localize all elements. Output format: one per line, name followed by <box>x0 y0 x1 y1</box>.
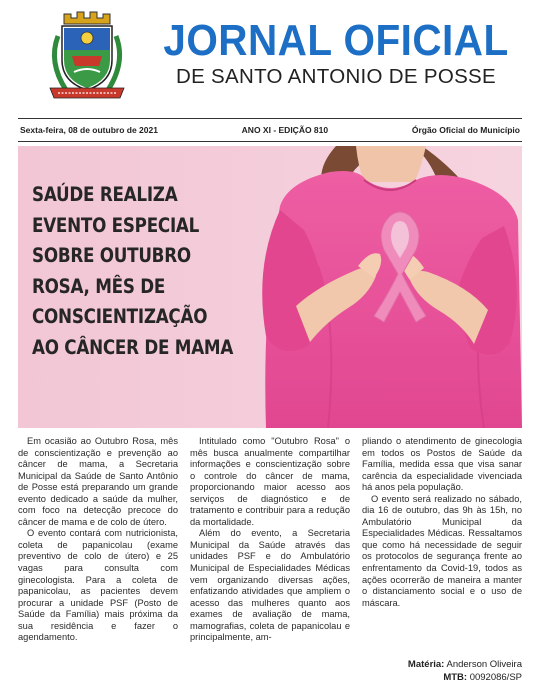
newspaper-title: JORNAL OFICIAL <box>163 16 509 65</box>
article-column-3 <box>362 436 522 658</box>
article-paragraph: pliando o atendimento de ginecologia em todos os Postos de Saúde da Família, medida essa que visa sanar carência da especialidade vivenciada há anos pela população. <box>362 436 522 493</box>
edition-info-bar <box>18 118 522 142</box>
article-column-1 <box>18 436 178 658</box>
publication-date: Sexta-feira, 08 de outubro de 2021 <box>20 125 158 135</box>
article-paragraph: Intitulado como "Outubro Rosa" o mês busca anualmente compartilhar informações e conscientização sobre o controle do câncer de mama, proporcionando maior acesso aos serviços de diagnóstico e de tratamento e contribuir para a redução da mortalidade. <box>190 436 350 527</box>
coat-of-arms-icon <box>44 10 130 102</box>
headline-line: ROSA, MÊS DE <box>32 274 166 298</box>
mtb-label: MTB: <box>443 672 468 683</box>
newspaper-subtitle: DE SANTO ANTONIO DE POSSE <box>175 65 496 88</box>
article-body <box>18 436 522 658</box>
headline-line: EVENTO ESPECIAL <box>32 213 200 237</box>
mtb-number: 0092086/SP <box>469 672 522 683</box>
article-paragraph: O evento será realizado no sábado, dia 16 de outubro, das 9h às 15h, no Ambulatório Municipal da Especialidades Médicas. Ressaltamos que como há necessidade de seguir os protocolos de segurança frente ao enfrentamento da Covid-19, todos as ações ocorrerão de maneira a manter o distanciamento social e o uso de máscara. <box>362 493 522 608</box>
edition-number: ANO XI - EDIÇÃO 810 <box>241 125 329 135</box>
headline-line: CONSCIENTIZAÇÃO <box>32 305 208 328</box>
headline-line: SAÚDE REALIZA <box>32 183 178 206</box>
article-paragraph: O evento contará com nutricionista, coleta de papanicolau (exame preventivo de colo de útero) e 25 vagas para consulta com ginecologista. Para a coleta de papanicolau, as pacientes devem procurar a unidade PSF (Posto de Saúde da Família) mais próxima da sua residência e fazer o agendamento. <box>18 528 178 643</box>
headline-line: SOBRE OUTUBRO <box>32 244 191 267</box>
headline-line: AO CÂNCER DE MAMA <box>32 335 234 359</box>
article-column-2 <box>190 436 350 658</box>
author-name: Anderson Oliveira <box>446 659 522 670</box>
hero-banner <box>18 146 522 428</box>
masthead-title-block <box>136 18 536 90</box>
author-label: Matéria: <box>407 659 445 670</box>
article-credits <box>408 658 522 684</box>
article-paragraph: Em ocasião ao Outubro Rosa, mês de conscientização e prevenção ao câncer de mama, a Secretaria Municipal da Saúde de Santo Antônio de Posse está preparando um grande evento dedicado a saúde da mulher, com foco na detecção precoce do câncer de mama e de colo de útero. <box>18 436 178 527</box>
article-paragraph: Além do evento, a Secretaria Municipal da Saúde através das unidades PSF e do Ambulatório Municipal de Especialidades Médicas vem organizando diversas ações, enfatizando atividades que ampliem o acesso das mulheres quanto aos exames de avaliação de mama, mamografias, coleta de papanicolau e principalmente, am- <box>190 528 350 643</box>
article-headline <box>32 180 249 363</box>
official-organ-label: Órgão Oficial do Município <box>411 125 520 135</box>
masthead <box>0 0 540 118</box>
